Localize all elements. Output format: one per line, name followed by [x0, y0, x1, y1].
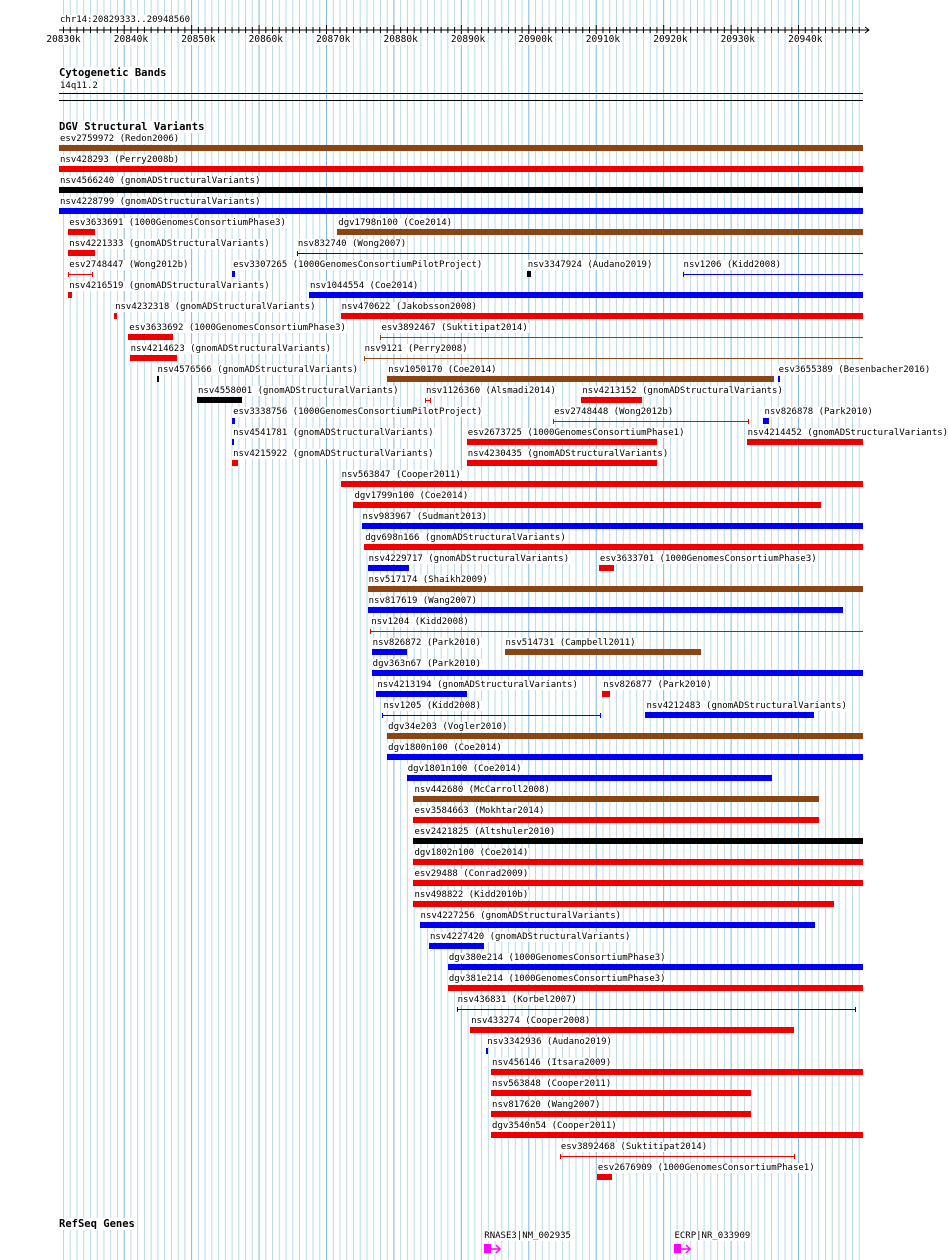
variant-bar[interactable]	[581, 397, 642, 403]
variant-label: dgv3540n54 (Cooper2011)	[492, 1121, 617, 1131]
ruler-tick-label: 20880k	[383, 34, 418, 45]
variant-label: nsv498822 (Kidd2010b)	[414, 890, 529, 900]
variant-end-cap	[683, 272, 684, 277]
variant-bar[interactable]	[505, 649, 701, 655]
variant-end-cap	[380, 335, 381, 340]
variant-bar[interactable]	[597, 1174, 613, 1180]
variant-label: dgv363n67 (Park2010)	[372, 659, 482, 669]
variant-bar[interactable]	[486, 1048, 488, 1054]
ruler-tick-label: 20840k	[113, 34, 149, 45]
variant-line[interactable]	[382, 715, 599, 716]
variant-label: nsv1205 (Kidd2008)	[383, 701, 481, 711]
variant-bar[interactable]	[341, 313, 863, 319]
variant-label: dgv1802n100 (Coe2014)	[414, 848, 529, 858]
variant-bar[interactable]	[413, 859, 863, 865]
variant-bar[interactable]	[420, 922, 816, 928]
variant-bar[interactable]	[599, 565, 614, 571]
variant-label: nsv832740 (Wong2007)	[297, 239, 407, 249]
variant-label: nsv4566240 (gnomADStructuralVariants)	[60, 176, 261, 186]
variant-end-cap	[553, 419, 554, 424]
variant-label: nsv1204 (Kidd2008)	[371, 617, 469, 627]
variant-bar[interactable]	[309, 292, 863, 298]
variant-bar[interactable]	[128, 334, 173, 340]
variant-label: nsv4214623 (gnomADStructuralVariants)	[130, 344, 332, 354]
gene-exon[interactable]	[674, 1244, 681, 1253]
variant-bar[interactable]	[491, 1111, 751, 1117]
variant-bar[interactable]	[763, 418, 768, 424]
variant-bar[interactable]	[232, 460, 238, 466]
variant-bar[interactable]	[448, 964, 863, 970]
variant-label: dgv1801n100 (Coe2014)	[407, 764, 522, 774]
variant-bar[interactable]	[778, 376, 781, 382]
variant-label: dgv1799n100 (Coe2014)	[354, 491, 469, 501]
cytoband-rule-bottom	[59, 100, 863, 101]
variant-label: nsv1050170 (Coe2014)	[388, 365, 497, 375]
variant-label: esv3338756 (1000GenomesConsortiumPilotProject)	[233, 407, 483, 417]
variant-label: nsv436831 (Korbel2007)	[457, 995, 577, 1005]
variant-bar[interactable]	[413, 880, 863, 886]
variant-label: esv2673725 (1000GenomesConsortiumPhase1)	[467, 428, 685, 438]
variant-label: esv3307265 (1000GenomesConsortiumPilotProject)	[233, 260, 483, 270]
variant-end-cap	[855, 1007, 856, 1012]
variant-bar[interactable]	[407, 775, 772, 781]
variant-end-cap	[425, 398, 426, 403]
cytoband-track-title: Cytogenetic Bands	[59, 67, 167, 79]
variant-bar[interactable]	[387, 733, 863, 739]
variant-bar[interactable]	[68, 229, 94, 235]
variant-label: nsv817619 (Wang2007)	[368, 596, 477, 606]
ruler-tick-label: 20900k	[518, 34, 553, 45]
ruler-tick-label: 20930k	[720, 34, 755, 45]
variant-label: esv2748447 (Wong2012b)	[69, 260, 189, 270]
variant-bar[interactable]	[413, 838, 863, 844]
variant-label: nsv4216519 (gnomADStructuralVariants)	[69, 281, 270, 291]
variant-label: nsv4576566 (gnomADStructuralVariants)	[157, 365, 359, 375]
variant-label: nsv517174 (Shaikh2009)	[368, 575, 488, 585]
variant-label: dgv1800n100 (Coe2014)	[388, 743, 502, 753]
variant-label: nsv470622 (Jakobsson2008)	[341, 302, 478, 312]
variant-label: nsv4228799 (gnomADStructuralVariants)	[60, 197, 261, 207]
variant-bar[interactable]	[68, 292, 72, 298]
variant-label: esv3655389 (Besenbacher2016)	[778, 365, 931, 375]
variant-bar[interactable]	[429, 943, 484, 949]
variant-label: nsv3342936 (Audano2019)	[487, 1037, 612, 1047]
variant-bar[interactable]	[59, 208, 863, 214]
variant-label: nsv442680 (McCarroll2008)	[414, 785, 550, 795]
variant-bar[interactable]	[527, 271, 531, 277]
variant-bar[interactable]	[368, 607, 843, 613]
variant-label: nsv4541781 (gnomADStructuralVariants)	[233, 428, 434, 438]
variant-end-cap	[457, 1007, 458, 1012]
variant-bar[interactable]	[59, 187, 863, 193]
variant-bar[interactable]	[232, 418, 235, 424]
variant-end-cap	[794, 1154, 795, 1159]
variant-label: esv3633692 (1000GenomesConsortiumPhase3)	[129, 323, 346, 333]
variant-line[interactable]	[297, 253, 863, 254]
variant-label: nsv826877 (Park2010)	[603, 680, 712, 690]
variant-bar[interactable]	[232, 439, 234, 445]
variant-end-cap	[382, 713, 383, 718]
variant-end-cap	[748, 419, 749, 424]
variant-label: esv3892468 (Suktitipat2014)	[560, 1142, 708, 1152]
variant-label: nsv9121 (Perry2008)	[364, 344, 468, 354]
variant-label: nsv817620 (Wang2007)	[492, 1100, 601, 1110]
variant-label: nsv4221333 (gnomADStructuralVariants)	[69, 239, 270, 249]
variant-label: nsv563847 (Cooper2011)	[341, 470, 461, 480]
refseq-track-title: RefSeq Genes	[59, 1218, 135, 1230]
variant-label: nsv826872 (Park2010)	[372, 638, 482, 648]
variant-label: esv3633691 (1000GenomesConsortiumPhase3)	[69, 218, 286, 228]
variant-bar[interactable]	[602, 691, 609, 697]
variant-end-cap	[560, 1154, 561, 1159]
variant-end-cap	[370, 629, 371, 634]
variant-label: nsv983967 (Sudmant2013)	[362, 512, 488, 522]
variant-bar[interactable]	[362, 523, 863, 529]
variant-label: esv3892467 (Suktitipat2014)	[381, 323, 528, 333]
variant-label: nsv428293 (Perry2008b)	[60, 155, 180, 165]
variant-label: esv29488 (Conrad2009)	[414, 869, 529, 879]
variant-label: nsv826878 (Park2010)	[764, 407, 873, 417]
variant-label: nsv4230435 (gnomADStructuralVariants)	[467, 449, 669, 459]
variant-bar[interactable]	[747, 439, 863, 445]
variant-label: esv2759972 (Redon2006)	[60, 134, 180, 144]
strand-arrow-icon	[681, 1244, 693, 1254]
variant-bar[interactable]	[130, 355, 177, 361]
variant-end-cap	[68, 272, 69, 277]
variant-label: nsv514731 (Campbell2011)	[505, 638, 636, 648]
cytoband-rule-top	[59, 93, 863, 94]
variant-end-cap	[430, 398, 431, 403]
variant-label: dgv34e203 (Vogler2010)	[388, 722, 508, 732]
variant-label: nsv4227420 (gnomADStructuralVariants)	[429, 932, 631, 942]
variant-label: nsv3347924 (Audano2019)	[527, 260, 653, 270]
ruler-tick-label: 20940k	[788, 34, 823, 45]
variant-bar[interactable]	[59, 145, 863, 151]
variant-label: nsv4558001 (gnomADStructuralVariants)	[198, 386, 399, 396]
variant-line[interactable]	[364, 358, 863, 359]
variant-label: esv3584663 (Mokhtar2014)	[414, 806, 545, 816]
variant-bar[interactable]	[368, 565, 410, 571]
variant-bar[interactable]	[376, 691, 466, 697]
variant-bar[interactable]	[387, 376, 773, 382]
variant-line[interactable]	[380, 337, 863, 338]
variant-bar[interactable]	[368, 586, 863, 592]
variant-label: nsv1206 (Kidd2008)	[683, 260, 782, 270]
variant-label: esv2676909 (1000GenomesConsortiumPhase1)	[597, 1163, 815, 1173]
variant-bar[interactable]	[413, 901, 833, 907]
variant-line[interactable]	[370, 631, 863, 632]
variant-bar[interactable]	[413, 796, 818, 802]
variant-bar[interactable]	[59, 166, 863, 172]
variant-bar[interactable]	[114, 313, 117, 319]
variant-label: nsv4213152 (gnomADStructuralVariants)	[582, 386, 783, 396]
variant-label: nsv456146 (Itsara2009)	[492, 1058, 612, 1068]
variant-label: esv2421825 (Altshuler2010)	[414, 827, 556, 837]
ruler-tick-label: 20830k	[46, 34, 81, 45]
variant-line[interactable]	[68, 274, 92, 275]
ruler-tick-label: 20870k	[316, 34, 351, 45]
variant-label: nsv4213194 (gnomADStructuralVariants)	[377, 680, 578, 690]
location-label: chr14:20829333..20948560	[60, 15, 191, 25]
variant-label: esv2748448 (Wong2012b)	[554, 407, 674, 417]
variant-end-cap	[297, 251, 298, 256]
variant-bar[interactable]	[68, 250, 94, 256]
variant-end-cap	[600, 713, 601, 718]
ruler-tick-label: 20860k	[248, 34, 283, 45]
variant-label: esv3633701 (1000GenomesConsortiumPhase3)	[599, 554, 817, 564]
variant-label: nsv4232318 (gnomADStructuralVariants)	[115, 302, 316, 312]
strand-arrow-icon	[491, 1244, 503, 1254]
variant-bar[interactable]	[491, 1132, 863, 1138]
variant-label: nsv1126360 (Alsmadi2014)	[425, 386, 556, 396]
ruler-tick-label: 20890k	[450, 34, 486, 45]
variant-bar[interactable]	[491, 1090, 751, 1096]
ruler-tick-label: 20850k	[181, 34, 216, 45]
variant-line[interactable]	[560, 1156, 795, 1157]
variant-line[interactable]	[457, 1009, 856, 1010]
variant-bar[interactable]	[157, 376, 160, 382]
variant-label: nsv4227256 (gnomADStructuralVariants)	[420, 911, 622, 921]
variant-bar[interactable]	[491, 1069, 863, 1075]
variant-bar[interactable]	[448, 985, 863, 991]
variant-bar[interactable]	[197, 397, 242, 403]
variant-bar[interactable]	[372, 649, 408, 655]
variant-label: nsv4229717 (gnomADStructuralVariants)	[368, 554, 570, 564]
variant-bar[interactable]	[467, 439, 657, 445]
variant-line[interactable]	[683, 274, 863, 275]
variant-end-cap	[364, 356, 365, 361]
dgv-track-title: DGV Structural Variants	[59, 121, 205, 133]
variant-bar[interactable]	[353, 502, 821, 508]
gene-exon[interactable]	[484, 1244, 491, 1253]
variant-line[interactable]	[553, 421, 748, 422]
variant-label: dgv380e214 (1000GenomesConsortiumPhase3)	[448, 953, 666, 963]
variant-label: dgv381e214 (1000GenomesConsortiumPhase3)	[448, 974, 666, 984]
ruler-tick-label: 20910k	[585, 34, 621, 45]
variant-bar[interactable]	[341, 481, 863, 487]
variant-label: nsv563848 (Cooper2011)	[492, 1079, 612, 1089]
variant-label: nsv4212483 (gnomADStructuralVariants)	[646, 701, 847, 711]
variant-label: nsv4215922 (gnomADStructuralVariants)	[233, 449, 434, 459]
variant-bar[interactable]	[232, 271, 235, 277]
variant-label: nsv433274 (Cooper2008)	[471, 1016, 591, 1026]
variant-label: dgv698n166 (gnomADStructuralVariants)	[365, 533, 566, 543]
variant-label: nsv4214452 (gnomADStructuralVariants)	[747, 428, 949, 438]
gene-label: ECRP|NR_033909	[674, 1231, 751, 1241]
cytoband-label: 14q11.2	[60, 81, 98, 91]
variant-bar[interactable]	[372, 670, 863, 676]
variant-label: nsv1044554 (Coe2014)	[309, 281, 419, 291]
variant-bar[interactable]	[470, 1027, 794, 1033]
ruler-tick-label: 20920k	[653, 34, 688, 45]
variant-bar[interactable]	[413, 817, 818, 823]
variant-end-cap	[92, 272, 93, 277]
variant-bar[interactable]	[364, 544, 863, 550]
variant-bar[interactable]	[467, 460, 657, 466]
variant-bar[interactable]	[645, 712, 814, 718]
gene-label: RNASE3|NM_002935	[484, 1231, 571, 1241]
variant-bar[interactable]	[337, 229, 863, 235]
variant-bar[interactable]	[387, 754, 863, 760]
variant-label: dgv1798n100 (Coe2014)	[338, 218, 453, 228]
